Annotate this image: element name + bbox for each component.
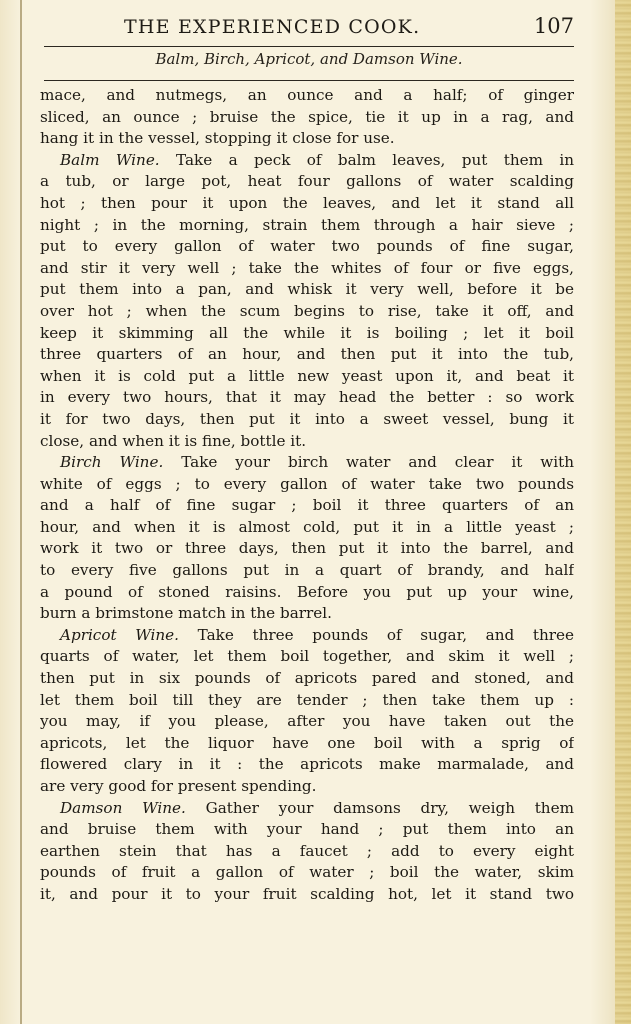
line-text: three quarters of an hour, and then put it into the tub, [40, 345, 574, 364]
line-text: apricots, let the liquor have one boil with a sprig of [40, 733, 574, 752]
text-line [40, 754, 574, 776]
text-line [40, 236, 574, 258]
text-line [40, 884, 574, 906]
line-text: close, and when it is fine, bottle it. [40, 431, 307, 450]
text-line [40, 862, 574, 884]
text-line [40, 107, 574, 129]
section-subtitle: Balm, Birch, Apricot, and Damson Wine. [155, 50, 463, 68]
text-line [40, 387, 574, 409]
text-line [40, 215, 574, 237]
text-line [40, 646, 574, 668]
text-line [40, 344, 574, 366]
text-line [40, 690, 574, 712]
text-line [40, 560, 574, 582]
text-line [40, 538, 574, 560]
line-text: a pound of stoned raisins. Before you put up your wine, [40, 582, 574, 601]
text-line [40, 279, 574, 301]
text-line [40, 128, 574, 150]
page-number: 107 [533, 14, 574, 38]
text-line [40, 776, 574, 798]
text-line [40, 603, 574, 625]
text-line [40, 668, 574, 690]
recipe-heading: Birch Wine. [60, 453, 164, 472]
line-text: to every five gallons put in a quart of brandy, and half [40, 561, 574, 580]
text-line [40, 409, 574, 431]
recipe-heading: Balm Wine. [60, 150, 160, 169]
recipe-heading: Apricot Wine. [60, 625, 180, 644]
line-text: and stir it very well ; take the whites of four or five eggs, [40, 258, 574, 277]
line-text: Take three pounds of sugar, and three [179, 625, 574, 644]
line-text: it, and pour it to your fruit scalding hot, let it stand two [40, 884, 574, 903]
line-text: hang it in the vessel, stopping it close for use. [40, 129, 395, 148]
line-text: hot ; then pour it upon the leaves, and let it stand all [40, 193, 574, 212]
header-rule-top [44, 46, 574, 47]
text-line [40, 258, 574, 280]
line-text: and bruise them with your hand ; put them into an [40, 820, 574, 839]
line-text: over hot ; when the scum begins to rise, take it off, and [40, 301, 574, 320]
text-line [40, 85, 574, 107]
text-line [40, 798, 574, 820]
text-line [40, 819, 574, 841]
line-text: a tub, or large pot, heat four gallons of water scalding [40, 172, 574, 191]
text-line [40, 474, 574, 496]
line-text: white of eggs ; to every gallon of water take two pounds [40, 474, 574, 493]
text-line [40, 366, 574, 388]
text-line [40, 841, 574, 863]
text-line [40, 452, 574, 474]
line-text: put them into a pan, and whisk it very well, before it be [40, 280, 574, 299]
line-text: then put in six pounds of apricots pared and stoned, and [40, 669, 574, 688]
text-line [40, 495, 574, 517]
running-head: THE EXPERIENCED COOK. [124, 16, 421, 38]
line-text: work it two or three days, then put it into the barrel, and [40, 539, 574, 558]
text-line [40, 171, 574, 193]
line-text: sliced, an ounce ; bruise the spice, tie it up in a rag, and [40, 107, 574, 126]
recipe-heading: Damson Wine. [60, 798, 186, 817]
line-text: Gather your damsons dry, weigh them [185, 798, 574, 817]
line-text: burn a brimstone match in the barrel. [40, 604, 332, 623]
text-line [40, 301, 574, 323]
body-text [40, 85, 574, 906]
line-text: hour, and when it is almost cold, put it in a little yeast ; [40, 517, 574, 536]
line-text: in every two hours, that it may head the better : so work [40, 388, 574, 407]
text-line [40, 150, 574, 172]
page-gutter-line [20, 0, 22, 1024]
line-text: quarts of water, let them boil together, and skim it well ; [40, 647, 574, 666]
line-text: you may, if you please, after you have taken out the [40, 712, 574, 731]
text-line [40, 517, 574, 539]
text-line [40, 323, 574, 345]
line-text: flowered clary in it : the apricots make marmalade, and [40, 755, 574, 774]
line-text: keep it skimming all the while it is boiling ; let it boil [40, 323, 574, 342]
line-text: earthen stein that has a faucet ; add to every eight [40, 841, 574, 860]
text-line [40, 625, 574, 647]
line-text: let them boil till they are tender ; then take them up : [40, 690, 574, 709]
line-text: night ; in the morning, strain them through a hair sieve ; [40, 215, 574, 234]
line-text: are very good for present spending. [40, 777, 317, 795]
line-text: when it is cold put a little new yeast upon it, and beat it [40, 366, 574, 385]
header-rule-bottom [44, 80, 574, 81]
page-header [44, 14, 578, 42]
line-text: Take your birch water and clear it with [163, 453, 574, 472]
text-line [40, 193, 574, 215]
page-edge [615, 0, 631, 1024]
line-text: mace, and nutmegs, an ounce and a half; of ginger [40, 86, 574, 104]
line-text: put to every gallon of water two pounds of fine sugar, [40, 237, 574, 256]
line-text: pounds of fruit a gallon of water ; boil the water, skim [40, 863, 574, 882]
text-line [40, 582, 574, 604]
text-line [40, 733, 574, 755]
line-text: it for two days, then put it into a sweet vessel, bung it [40, 409, 574, 428]
line-text: Take a peck of balm leaves, put them in [159, 150, 574, 169]
line-text: and a half of fine sugar ; boil it three quarters of an [40, 496, 574, 515]
text-line [40, 711, 574, 733]
text-line [40, 431, 574, 453]
